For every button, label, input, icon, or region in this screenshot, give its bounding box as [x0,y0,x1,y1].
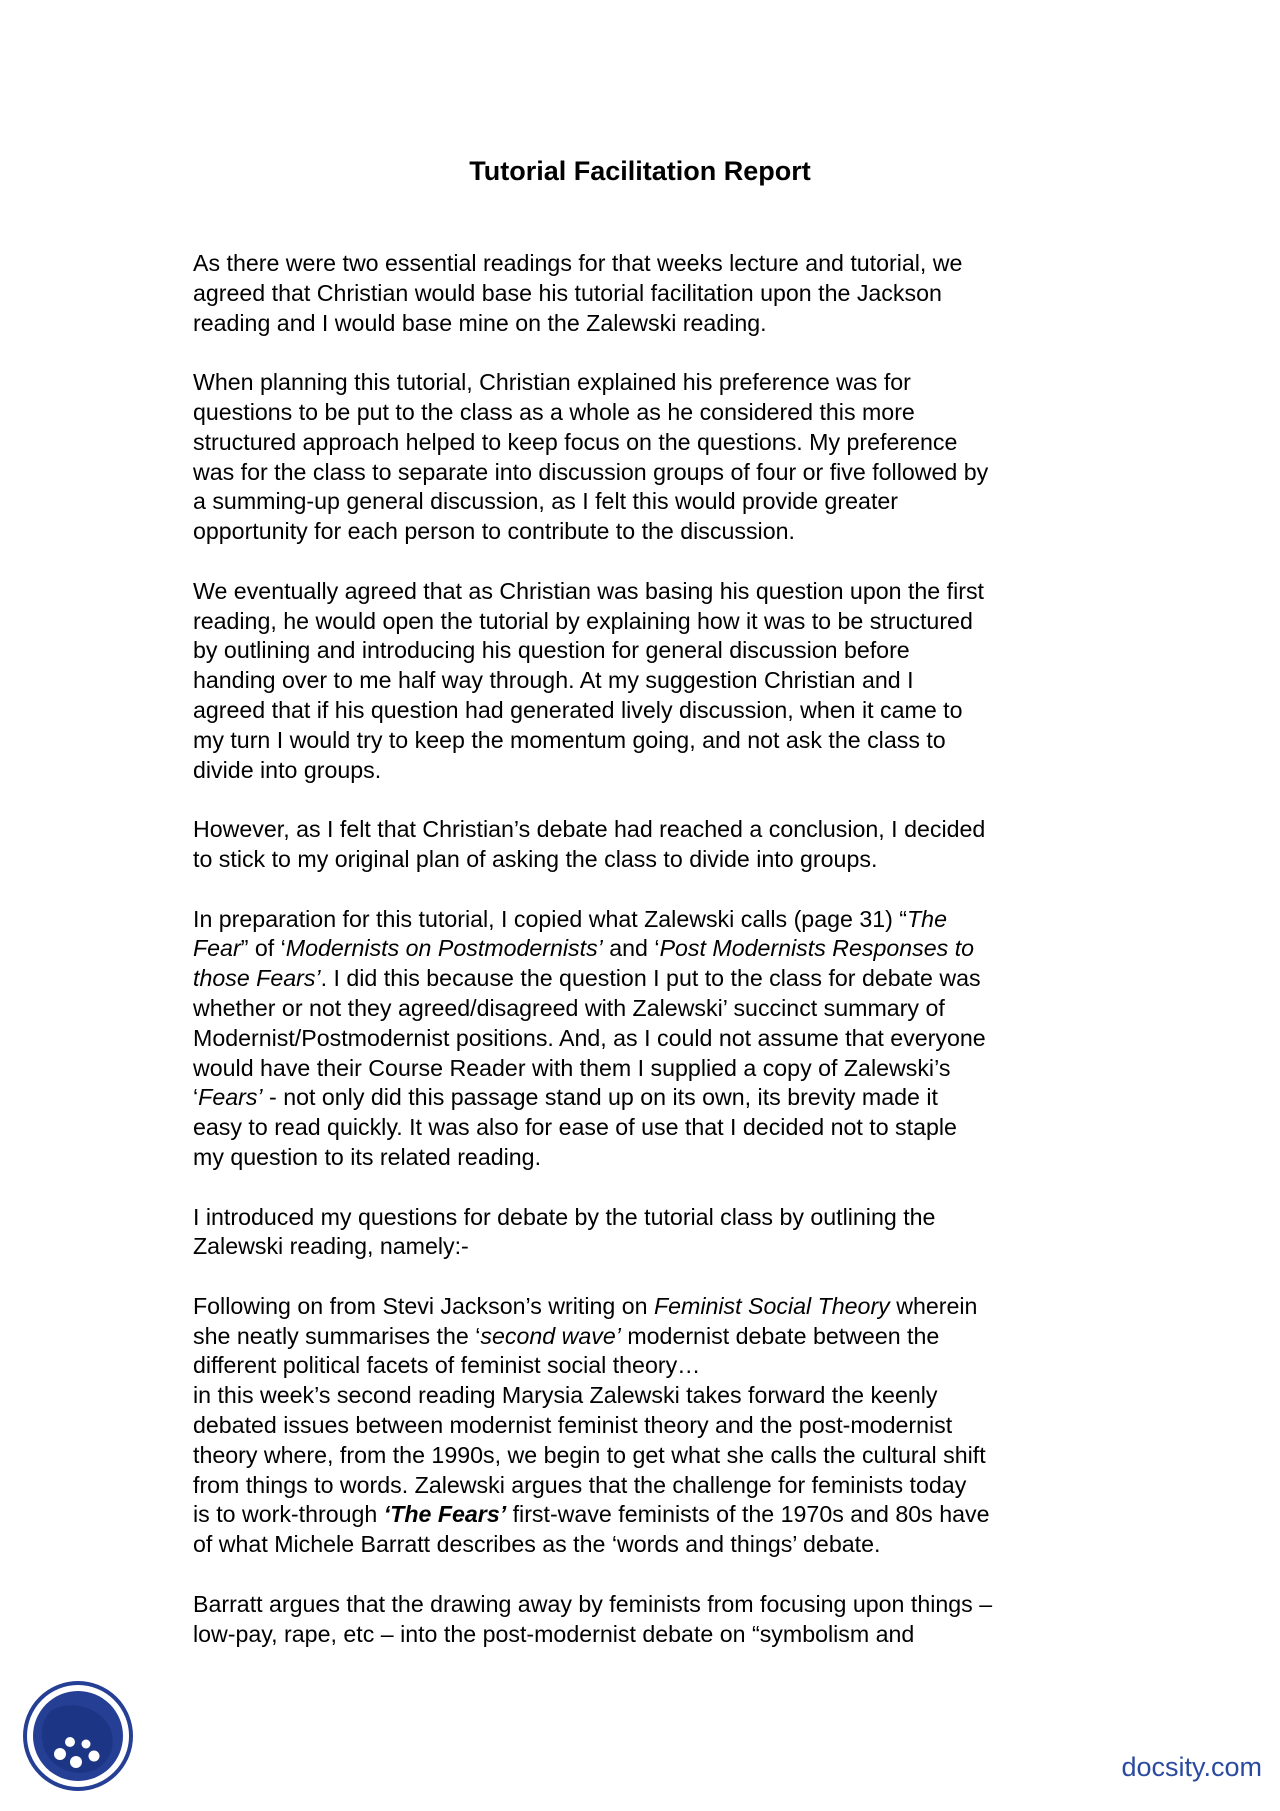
paragraph-planning [193,368,1093,547]
docsity-logo-icon [22,1680,134,1792]
text-line: by outlining and introducing his question for general discussion before [193,637,910,664]
text-line: my turn I would try to keep the momentum going, and not ask the class to [193,726,946,753]
text-line: whether or not they agreed/disagreed with Zalewski’ succinct summary of [193,994,945,1021]
text-line [193,905,1093,935]
text-run: ” of ‘ [240,935,286,962]
text-line: to stick to my original plan of asking the class to divide into groups. [193,845,878,872]
text-line: questions to be put to the class as a whole as he considered this more [193,398,915,425]
paragraph-agreement [193,577,1093,786]
text-line [193,964,1093,994]
text-line: As there were two essential readings for that weeks lecture and tutorial, we [193,250,963,276]
text-line: was for the class to separate into discussion groups of four or five followed by [193,458,989,485]
bold-italic-run: ‘The Fears’ [383,1501,507,1528]
text-line: structured approach helped to keep focus on the questions. My preference [193,428,958,455]
text-run: In preparation for this tutorial, I copied what Zalewski calls (page 31) “ [193,905,908,932]
text-line [193,1083,1093,1113]
italic-run: The [907,905,947,932]
text-line: When planning this tutorial, Christian explained his preference was for [193,369,911,396]
paragraph-however [193,815,1093,875]
italic-run: Feminist Social Theory [653,1292,890,1319]
text-line: I introduced my questions for debate by the tutorial class by outlining the [193,1203,936,1230]
text-run: is to work-through [193,1501,384,1528]
text-line: reading and I would base mine on the Zalewski reading. [193,309,767,336]
text-line [193,1322,1093,1352]
text-line: theory where, from the 1990s, we begin to get what she calls the cultural shift [193,1441,986,1468]
text-line: would have their Course Reader with them I supplied a copy of Zalewski’s [193,1054,951,1081]
text-line: in this week’s second reading Marysia Zalewski takes forward the keenly [193,1382,938,1409]
italic-run: Modernists on Postmodernists’ [285,935,603,962]
text-run: . I did this because the question I put to the class for debate was [320,965,981,992]
paragraph-intro [193,1203,1093,1263]
italic-run: Post Modernists Responses to [659,935,975,962]
text-line: my question to its related reading. [193,1143,542,1170]
paragraph-week-reading [193,1381,1093,1560]
text-line: low-pay, rape, etc – into the post-modernist debate on “symbolism and [193,1620,915,1647]
text-line: Barratt argues that the drawing away by feminists from focusing upon things – [193,1590,993,1617]
italic-run: second wave’ [480,1322,621,1349]
text-line [193,934,1093,964]
text-line: agreed that if his question had generated lively discussion, when it came to [193,696,963,723]
text-run: and ‘ [602,935,660,962]
text-line: divide into groups. [193,756,382,783]
paragraph-following [193,1292,1093,1381]
text-line: from things to words. Zalewski argues that the challenge for feminists today [193,1471,967,1498]
text-line: different political facets of feminist social theory… [193,1352,701,1379]
italic-run: Fears’ [198,1084,263,1111]
text-line: reading, he would open the tutorial by explaining how it was to be structured [193,607,973,634]
watermark[interactable]: docsity.com [1121,1752,1262,1782]
text-run: Following on from Stevi Jackson’s writing on [193,1292,654,1319]
document-body [193,249,1093,1649]
italic-run: those Fears’ [193,965,321,992]
text-line: Zalewski reading, namely:- [193,1233,469,1260]
paragraph-readings [193,249,1093,338]
text-run: - not only did this passage stand up on its own, its brevity made it [262,1084,938,1111]
text-line: easy to read quickly. It was also for ease of use that I decided not to staple [193,1114,957,1141]
text-line [193,1500,1093,1530]
text-line: Modernist/Postmodernist positions. And, as I could not assume that everyone [193,1024,986,1051]
text-line: a summing-up general discussion, as I felt this would provide greater [193,488,898,515]
text-line: handing over to me half way through. At my suggestion Christian and I [193,667,914,694]
text-run: wherein [889,1292,978,1319]
text-line [193,1292,1093,1322]
text-run: first-wave feminists of the 1970s and 80s have [506,1501,990,1528]
italic-run: Fear [193,935,241,962]
text-line: debated issues between modernist feminist theory and the post-modernist [193,1412,953,1439]
paragraph-preparation [193,905,1093,1173]
text-run: ‘ [193,1084,199,1111]
text-line: We eventually agreed that as Christian was basing his question upon the first [193,577,984,604]
page-title: Tutorial Facilitation Report [469,156,811,186]
text-run: modernist debate between the [620,1322,940,1349]
text-line: agreed that Christian would base his tutorial facilitation upon the Jackson [193,279,942,306]
text-line: However, as I felt that Christian’s debate had reached a conclusion, I decided [193,816,986,843]
text-line: of what Michele Barratt describes as the ‘words and things’ debate. [193,1531,881,1558]
text-run: she neatly summarises the ‘ [193,1322,481,1349]
paragraph-barratt [193,1590,1093,1650]
text-line: opportunity for each person to contribute to the discussion. [193,518,795,545]
